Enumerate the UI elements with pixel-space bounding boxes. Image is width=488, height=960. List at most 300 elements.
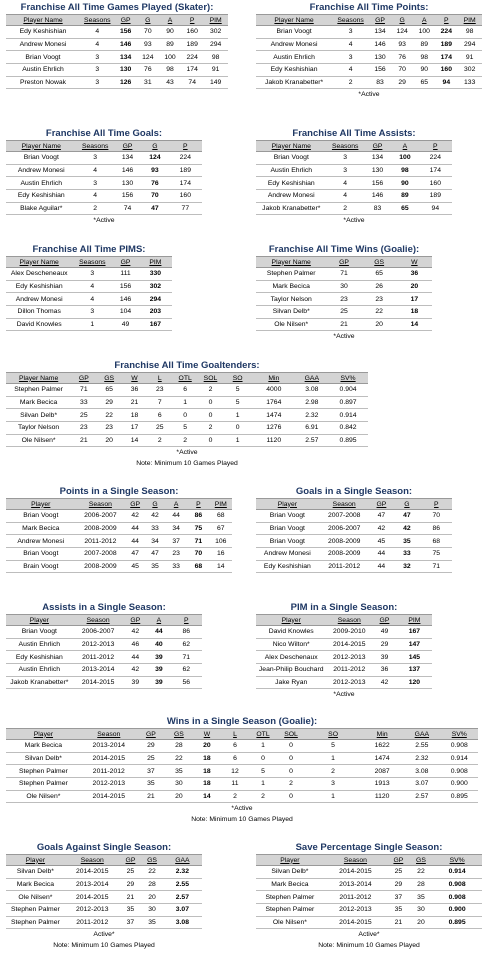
- stat-cell: 75: [187, 522, 209, 535]
- stat-cell: 20: [410, 916, 433, 929]
- stat-cell: 224: [419, 152, 452, 165]
- column-header: GP: [387, 855, 410, 866]
- stat-cell: 3: [332, 51, 369, 64]
- stat-cell: 2.32: [296, 409, 329, 422]
- stat-cell: 20: [165, 790, 193, 803]
- player-name-cell: Mark Becica: [256, 878, 324, 891]
- table-row: [6, 510, 232, 523]
- stat-cell: 2014-2015: [81, 790, 137, 803]
- stat-cell: 12: [221, 765, 249, 778]
- stat-cell: 16: [210, 548, 232, 561]
- table-note: *Active: [231, 805, 253, 813]
- stats-table: [6, 14, 228, 89]
- table-row: [256, 202, 452, 215]
- stat-cell: 2012-2013: [326, 676, 372, 689]
- table-row: [6, 409, 368, 422]
- stat-cell: 29: [391, 76, 413, 89]
- table-title: Franchise All Time Goaltenders:: [114, 360, 260, 371]
- stat-cell: 42: [372, 676, 397, 689]
- table-row: [6, 664, 202, 677]
- stat-cell: 23: [71, 422, 96, 435]
- stat-cell: 0: [249, 752, 277, 765]
- stat-cell: 33: [71, 396, 96, 409]
- table-header-row: [6, 257, 172, 268]
- stat-cell: 330: [139, 268, 172, 281]
- player-name-cell: Ole Nilsen*: [256, 318, 326, 331]
- stat-cell: 26: [362, 280, 397, 293]
- stat-cell: 3: [327, 164, 364, 177]
- stat-cell: 3.08: [163, 916, 202, 929]
- stat-cell: 5: [223, 384, 252, 397]
- stat-cell: 0.842: [328, 422, 368, 435]
- table-row: [6, 916, 202, 929]
- stat-cell: 111: [112, 268, 139, 281]
- column-header: A: [147, 615, 171, 626]
- table-note: *Active: [333, 691, 355, 699]
- stat-cell: 0.895: [328, 434, 368, 447]
- column-header: GP: [71, 373, 96, 384]
- table-row: [6, 293, 172, 306]
- player-name-cell: Stephen Palmer: [6, 916, 65, 929]
- stat-cell: 3.08: [403, 765, 440, 778]
- player-name-cell: Edy Keshishian: [6, 26, 80, 39]
- stat-cell: 3: [77, 177, 114, 190]
- stat-cell: 77: [169, 202, 202, 215]
- stat-cell: 134: [369, 26, 391, 39]
- player-name-cell: Nico Wilton*: [256, 638, 326, 651]
- table-note: *Active: [176, 449, 198, 457]
- table-row: [256, 306, 432, 319]
- stat-cell: 74: [181, 76, 203, 89]
- stat-cell: 0.895: [432, 916, 482, 929]
- table-header-row: [6, 15, 228, 26]
- stat-cell: 65: [391, 202, 418, 215]
- stat-cell: 30: [141, 904, 163, 917]
- stat-cell: 2013-2014: [65, 878, 120, 891]
- stat-cell: 46: [124, 638, 148, 651]
- stat-cell: 2008-2009: [76, 522, 126, 535]
- stat-cell: 68: [421, 535, 452, 548]
- stat-cell: 2009-2010: [326, 626, 372, 639]
- column-header: Season: [324, 855, 387, 866]
- stat-cell: 2008-2009: [319, 535, 370, 548]
- column-header: GP: [112, 257, 139, 268]
- stat-cell: 0.908: [432, 878, 482, 891]
- column-header: W: [122, 373, 147, 384]
- stat-cell: 189: [419, 190, 452, 203]
- table-header-row: [256, 257, 432, 268]
- stat-cell: 0.908: [432, 891, 482, 904]
- stat-cell: 25: [71, 409, 96, 422]
- stat-cell: 3: [72, 306, 112, 319]
- column-header: SO: [305, 729, 361, 740]
- table-row: [6, 904, 202, 917]
- stat-cell: 22: [410, 866, 433, 879]
- player-name-cell: Jakob Kranabetter*: [256, 202, 327, 215]
- stat-cell: 22: [362, 306, 397, 319]
- player-name-cell: Brian Voogt: [6, 626, 73, 639]
- stat-cell: 37: [165, 535, 187, 548]
- player-name-cell: Edy Keshishian: [256, 177, 327, 190]
- stat-cell: 33: [165, 560, 187, 573]
- stats-table: [6, 140, 202, 215]
- stats-table: [256, 498, 452, 573]
- column-header: OTL: [249, 729, 277, 740]
- column-header: SOL: [277, 729, 305, 740]
- table-row: [256, 626, 432, 639]
- table-title: Points in a Single Season:: [59, 486, 179, 497]
- column-header: GS: [165, 729, 193, 740]
- column-header: PIM: [210, 499, 232, 510]
- column-header: GP: [364, 141, 391, 152]
- table-header-row: [6, 499, 232, 510]
- column-header: Season: [76, 499, 126, 510]
- stat-cell: 2: [77, 202, 114, 215]
- stat-cell: 17: [397, 293, 432, 306]
- column-header: Season: [65, 855, 120, 866]
- column-header: L: [147, 373, 172, 384]
- stat-cell: 47: [370, 510, 394, 523]
- stat-cell: 4: [77, 190, 114, 203]
- table-row: [6, 638, 202, 651]
- column-header: Season: [319, 499, 370, 510]
- stat-cell: 23: [97, 422, 122, 435]
- stat-cell: 29: [97, 396, 122, 409]
- stat-cell: 65: [413, 76, 435, 89]
- player-name-cell: Alex Descheneaux: [6, 268, 72, 281]
- stat-cell: 37: [120, 916, 142, 929]
- stat-cell: 89: [391, 190, 418, 203]
- table-title: Franchise All Time Points:: [309, 2, 429, 13]
- player-name-cell: Edy Keshishian: [6, 190, 77, 203]
- stat-cell: 65: [97, 384, 122, 397]
- stat-cell: 2: [332, 76, 369, 89]
- column-header: GP: [372, 615, 397, 626]
- column-header: GS: [97, 373, 122, 384]
- stats-table: [256, 614, 432, 689]
- stat-cell: 2.55: [163, 878, 202, 891]
- stat-cell: 42: [124, 626, 148, 639]
- column-header: Player Name: [256, 257, 326, 268]
- table-row: [256, 76, 482, 89]
- stat-cell: 22: [141, 866, 163, 879]
- column-header: Season: [81, 729, 137, 740]
- player-name-cell: David Knowles: [6, 318, 72, 331]
- stat-cell: 174: [181, 64, 203, 77]
- column-header: W: [193, 729, 221, 740]
- stat-cell: 70: [137, 26, 159, 39]
- stat-cell: 2012-2013: [65, 904, 120, 917]
- table-header-row: [256, 615, 432, 626]
- table-franchise-points: [256, 2, 482, 100]
- table-row: [6, 38, 228, 51]
- stat-cell: 4: [77, 164, 114, 177]
- table-row: [6, 765, 478, 778]
- stat-cell: 39: [147, 651, 171, 664]
- stat-cell: 2.57: [403, 790, 440, 803]
- stat-cell: 2011-2012: [319, 560, 370, 573]
- stat-cell: 160: [419, 177, 452, 190]
- stat-cell: 126: [115, 76, 137, 89]
- stat-cell: 1764: [252, 396, 295, 409]
- stat-cell: 34: [165, 522, 187, 535]
- stat-cell: 29: [387, 878, 410, 891]
- table-header-row: [6, 855, 202, 866]
- table-row: [256, 64, 482, 77]
- stat-cell: 1: [72, 318, 112, 331]
- stat-cell: 49: [112, 318, 139, 331]
- stat-cell: 17: [122, 422, 147, 435]
- stat-cell: 33: [393, 548, 420, 561]
- stat-cell: 36: [372, 664, 397, 677]
- column-header: P: [171, 615, 202, 626]
- stat-cell: 39: [124, 676, 148, 689]
- table-franchise-goaltenders: [6, 360, 368, 469]
- stat-cell: 44: [125, 522, 145, 535]
- column-header: SV%: [328, 373, 368, 384]
- table-row: [6, 891, 202, 904]
- stat-cell: 42: [125, 510, 145, 523]
- stat-cell: 1913: [361, 778, 403, 791]
- player-name-cell: Austin Ehrlich: [6, 638, 73, 651]
- stat-cell: 35: [137, 778, 165, 791]
- stat-cell: 20: [397, 280, 432, 293]
- stat-cell: 42: [124, 664, 148, 677]
- stat-cell: 44: [165, 510, 187, 523]
- column-header: OTL: [172, 373, 197, 384]
- column-header: SV%: [441, 729, 478, 740]
- column-header: GP: [370, 499, 394, 510]
- stat-cell: 2011-2012: [65, 916, 120, 929]
- stat-cell: 25: [147, 422, 172, 435]
- stat-cell: 0.900: [441, 778, 478, 791]
- stats-table: [6, 256, 172, 331]
- stat-cell: 44: [370, 560, 394, 573]
- player-name-cell: Brian Voogt: [256, 26, 332, 39]
- stat-cell: 20: [141, 891, 163, 904]
- player-name-cell: Austin Ehrlich: [6, 64, 80, 77]
- stat-cell: 90: [159, 26, 181, 39]
- player-name-cell: Mark Becica: [6, 522, 76, 535]
- stat-cell: 70: [141, 190, 168, 203]
- player-name-cell: Silvan Delb*: [6, 752, 81, 765]
- player-name-cell: Taylor Nelson: [256, 293, 326, 306]
- stat-cell: 189: [169, 164, 202, 177]
- column-header: Player: [256, 499, 319, 510]
- table-row: [256, 548, 452, 561]
- stat-cell: 23: [147, 384, 172, 397]
- stat-cell: 2011-2012: [326, 664, 372, 677]
- stats-table: [6, 614, 202, 689]
- stat-cell: 146: [115, 38, 137, 51]
- stat-cell: 2006-2007: [319, 522, 370, 535]
- stats-table: [6, 854, 202, 929]
- stat-cell: 35: [387, 904, 410, 917]
- column-header: Seasons: [332, 15, 369, 26]
- stat-cell: 2007-2008: [319, 510, 370, 523]
- table-title: Save Percentage Single Season:: [295, 842, 443, 853]
- table-row: [256, 878, 482, 891]
- stat-cell: 2006-2007: [76, 510, 126, 523]
- stat-cell: 18: [193, 778, 221, 791]
- stat-cell: 4: [80, 26, 115, 39]
- stat-cell: 29: [120, 878, 142, 891]
- table-header-row: [6, 141, 202, 152]
- stat-cell: 98: [457, 26, 482, 39]
- player-name-cell: Ole Nilsen*: [256, 916, 324, 929]
- stat-cell: 2012-2013: [73, 638, 124, 651]
- column-header: Player: [6, 499, 76, 510]
- player-name-cell: Brian Voogt: [6, 548, 76, 561]
- player-name-cell: Jake Ryan: [256, 676, 326, 689]
- stat-cell: 70: [391, 64, 413, 77]
- player-name-cell: Jean-Philip Bouchard: [256, 664, 326, 677]
- stat-cell: 35: [393, 535, 420, 548]
- stat-cell: 29: [372, 638, 397, 651]
- column-header: P: [435, 15, 457, 26]
- stat-cell: 106: [210, 535, 232, 548]
- column-header: P: [421, 499, 452, 510]
- column-header: PIM: [203, 15, 228, 26]
- column-header: Seasons: [80, 15, 115, 26]
- player-name-cell: Brian Voogt: [256, 510, 319, 523]
- column-header: GAA: [163, 855, 202, 866]
- stat-cell: 2014-2015: [326, 638, 372, 651]
- stat-cell: 294: [203, 38, 228, 51]
- stat-cell: 294: [139, 293, 172, 306]
- player-name-cell: Andrew Monesi: [6, 535, 76, 548]
- stat-cell: 2008-2009: [319, 548, 370, 561]
- stat-cell: 90: [391, 177, 418, 190]
- stat-cell: 83: [369, 76, 391, 89]
- stat-cell: 0.914: [441, 752, 478, 765]
- stat-cell: 21: [122, 396, 147, 409]
- table-header-row: [256, 141, 452, 152]
- stat-cell: 42: [145, 510, 165, 523]
- stat-cell: 67: [210, 522, 232, 535]
- table-title: Franchise All Time Assists:: [292, 128, 416, 139]
- stat-cell: 98: [413, 51, 435, 64]
- stat-cell: 137: [397, 664, 432, 677]
- player-name-cell: Silvan Delb*: [6, 866, 65, 879]
- stat-cell: 47: [393, 510, 420, 523]
- stat-cell: 21: [387, 916, 410, 929]
- table-row: [256, 535, 452, 548]
- stat-cell: 147: [397, 638, 432, 651]
- player-name-cell: Alex Deschenaux: [256, 651, 326, 664]
- stat-cell: 2013-2014: [324, 878, 387, 891]
- table-row: [6, 164, 202, 177]
- player-name-cell: Jakob Kranabetter*: [256, 76, 332, 89]
- stat-cell: 3: [80, 51, 115, 64]
- table-row: [256, 280, 432, 293]
- stat-cell: 130: [369, 51, 391, 64]
- stat-cell: 6: [221, 740, 249, 753]
- stat-cell: 62: [171, 664, 202, 677]
- stat-cell: 1: [172, 396, 197, 409]
- stat-cell: 68: [187, 560, 209, 573]
- stat-cell: 2014-2015: [65, 866, 120, 879]
- column-header: Seasons: [327, 141, 364, 152]
- stat-cell: 2: [198, 384, 223, 397]
- stat-cell: 100: [413, 26, 435, 39]
- stat-cell: 3: [332, 26, 369, 39]
- table-note: *Active: [343, 217, 365, 225]
- stat-cell: 2014-2015: [324, 916, 387, 929]
- column-header: GP: [124, 615, 148, 626]
- stat-cell: 124: [141, 152, 168, 165]
- stat-cell: 30: [326, 280, 361, 293]
- stat-cell: 94: [419, 202, 452, 215]
- column-header: Player Name: [6, 141, 77, 152]
- player-name-cell: Jakob Kranabetter*: [6, 676, 73, 689]
- stat-cell: 70: [421, 510, 452, 523]
- stat-cell: 76: [137, 64, 159, 77]
- stat-cell: 3: [77, 152, 114, 165]
- player-name-cell: Andrew Monesi: [256, 38, 332, 51]
- column-header: Seasons: [77, 141, 114, 152]
- stat-cell: 224: [435, 26, 457, 39]
- table-row: [6, 152, 202, 165]
- column-header: P: [169, 141, 202, 152]
- column-header: Player Name: [6, 15, 80, 26]
- stat-cell: 156: [112, 280, 139, 293]
- stat-cell: 2007-2008: [76, 548, 126, 561]
- table-header-row: [256, 499, 452, 510]
- stat-cell: 100: [391, 152, 418, 165]
- stat-cell: 86: [421, 522, 452, 535]
- stat-cell: 28: [410, 878, 433, 891]
- stat-cell: 23: [165, 548, 187, 561]
- column-header: Season: [326, 615, 372, 626]
- stat-cell: 130: [115, 64, 137, 77]
- stat-cell: 20: [97, 434, 122, 447]
- table-row: [256, 318, 432, 331]
- column-header: GAA: [296, 373, 329, 384]
- stat-cell: 42: [370, 522, 394, 535]
- stat-cell: 35: [141, 916, 163, 929]
- table-header-row: [6, 373, 368, 384]
- stat-cell: 2006-2007: [73, 626, 124, 639]
- stat-cell: 71: [421, 560, 452, 573]
- player-name-cell: Edy Keshishian: [6, 280, 72, 293]
- player-name-cell: Austin Ehrlich: [256, 164, 327, 177]
- stats-table: [256, 256, 432, 331]
- stat-cell: 76: [141, 177, 168, 190]
- stat-cell: 2012-2013: [326, 651, 372, 664]
- column-header: Player Name: [256, 141, 327, 152]
- stat-cell: 0: [277, 790, 305, 803]
- stat-cell: 47: [125, 548, 145, 561]
- table-row: [6, 651, 202, 664]
- table-row: [6, 866, 202, 879]
- column-header: GP: [120, 855, 142, 866]
- stats-table: [256, 14, 482, 89]
- stat-cell: 23: [362, 293, 397, 306]
- stat-cell: 18: [193, 752, 221, 765]
- stat-cell: 1276: [252, 422, 295, 435]
- table-row: [256, 38, 482, 51]
- table-row: [6, 190, 202, 203]
- stat-cell: 98: [391, 164, 418, 177]
- table-title: Franchise All Time Goals:: [45, 128, 163, 139]
- table-row: [256, 190, 452, 203]
- stat-cell: 160: [169, 190, 202, 203]
- stat-cell: 160: [435, 64, 457, 77]
- stat-cell: 40: [147, 638, 171, 651]
- stat-cell: 1622: [361, 740, 403, 753]
- stat-cell: 1474: [252, 409, 295, 422]
